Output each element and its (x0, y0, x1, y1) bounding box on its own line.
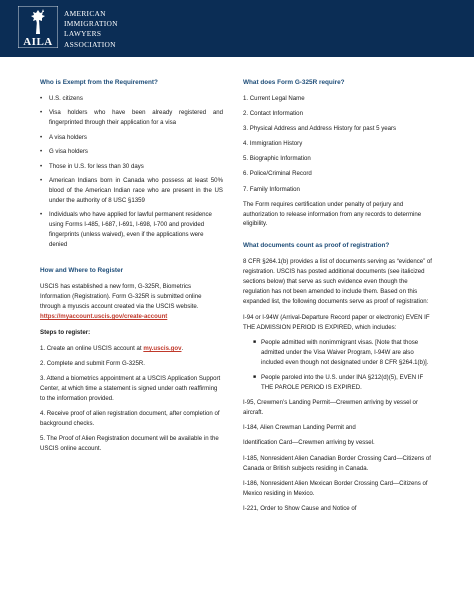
list-item: 5. Biographic Information (243, 155, 311, 163)
list-item: I-185, Nonresident Alien Canadian Border Crossing Card—Citizens of Canada or British subjects residing in Canada. (243, 454, 431, 472)
list-item: 2. Complete and submit Form G-325R. (40, 360, 145, 368)
list-item: 4. Immigration History (243, 140, 303, 148)
steps-list (40, 344, 223, 454)
list-item: • G visa holders (40, 148, 88, 156)
left-column (40, 78, 223, 459)
logo-text: AILA (23, 36, 53, 48)
my-uscis-link[interactable]: my.uscis.gov (143, 344, 182, 352)
list-item: 1. Create an online USCIS account at my.uscis.gov. (40, 344, 184, 352)
list-item: Identification Card—Crewmen arriving by vessel. (243, 439, 375, 447)
create-account-link[interactable]: https://myaccount.uscis.gov/create-account (40, 313, 168, 320)
documents-list (243, 313, 434, 514)
register-heading: How and Where to Register (40, 267, 124, 275)
list-item: 6. Police/Criminal Record (243, 170, 312, 178)
list-item: 5. The Proof of Alien Registration document will be available in the USCIS online account. (40, 435, 219, 453)
list-item: ■ People paroled into the U.S. under INA §212(d)(5), EVEN IF THE PAROLE PERIOD IS EXPIRED. (253, 374, 424, 391)
right-column (243, 78, 434, 519)
documents-heading: What documents count as proof of registration? (243, 242, 390, 250)
list-item: ■ People admitted with nonimmigrant visas. [Note that those admitted under the Visa Waiver Program, I-94W are also included even though not designated under 8 CFR §264.1(b)]. (253, 339, 429, 366)
list-item: I-184, Alien Crewman Landing Permit and (243, 424, 356, 432)
require-list (243, 94, 434, 194)
list-item: 3. Attend a biometrics appointment at a USCIS Application Support Center, at which time a statement is signed under oath reaffirming to the information provided. (40, 375, 221, 403)
list-item: • Individuals who have applied for lawful permanent residence using Forms I-485, I-687, I-691, I-698, I-700 and provided fingerprints (unless waived), even if the applications were denied (40, 211, 212, 248)
list-item: 1. Current Legal Name (243, 95, 305, 102)
documents-intro: 8 CFR §264.1(b) provides a list of documents serving as “evidence” of registration. USCIS has posted additional documents (see italicized sections below) that serve as such evidence even though the regulation has not been amended to include them. Based on this expanded list, the following documents serve as proof of registration: (243, 258, 432, 305)
list-item: 3. Physical Address and Address History for past 5 years (243, 125, 397, 133)
exempt-list (40, 94, 223, 250)
list-item: I-186, Nonresident Alien Mexican Border Crossing Card—Citizens of Mexico residing in Mexico. (243, 479, 428, 497)
list-item: • A visa holders (40, 133, 87, 141)
require-heading: What does Form G-325R require? (243, 79, 345, 86)
exempt-heading: Who is Exempt from the Requirement? (40, 79, 158, 86)
list-item: I-95, Crewmen’s Landing Permit—Crewmen arriving by vessel or aircraft. (243, 399, 418, 417)
list-item: 2. Contact Information (243, 110, 303, 118)
certification-text: The Form requires certification under penalty of perjury and authorization to release information from any records to determine eligibility. (243, 200, 422, 228)
organization-name: AMERICAN IMMIGRATION LAWYERS ASSOCIATION (64, 9, 118, 49)
list-item: • Visa holders who have been already registered and fingerprinted through their application for a visa (40, 109, 223, 127)
list-item: • American Indians born in Canada who possess at least 50% blood of the American Indian race who are present in the US under the authority of 8 USC §1359 (40, 176, 223, 204)
list-item: I-94 or I-94W (Arrival-Departure Record paper or electronic) EVEN IF THE ADMISSION PERIOD IS EXPIRED, which includes: (243, 313, 430, 331)
steps-heading: Steps to register: (40, 328, 91, 336)
register-intro: USCIS has established a new form, G-325R, Biometrics Information (Registration). Form G-325R is submitted online through a myuscis account created via the USCIS website. https://myaccount.uscis.gov/create-account (40, 283, 202, 320)
page-header (0, 0, 474, 57)
list-item: • U.S. citizens (40, 95, 83, 102)
list-item: • Those in U.S. for less than 30 days (40, 162, 144, 170)
list-item: 7. Family Information (243, 185, 300, 193)
list-item: I-221, Order to Show Cause and Notice of (243, 504, 357, 512)
list-item: 4. Receive proof of alien registration document, after completion of background checks. (40, 410, 220, 428)
i94-sublist (243, 338, 434, 393)
